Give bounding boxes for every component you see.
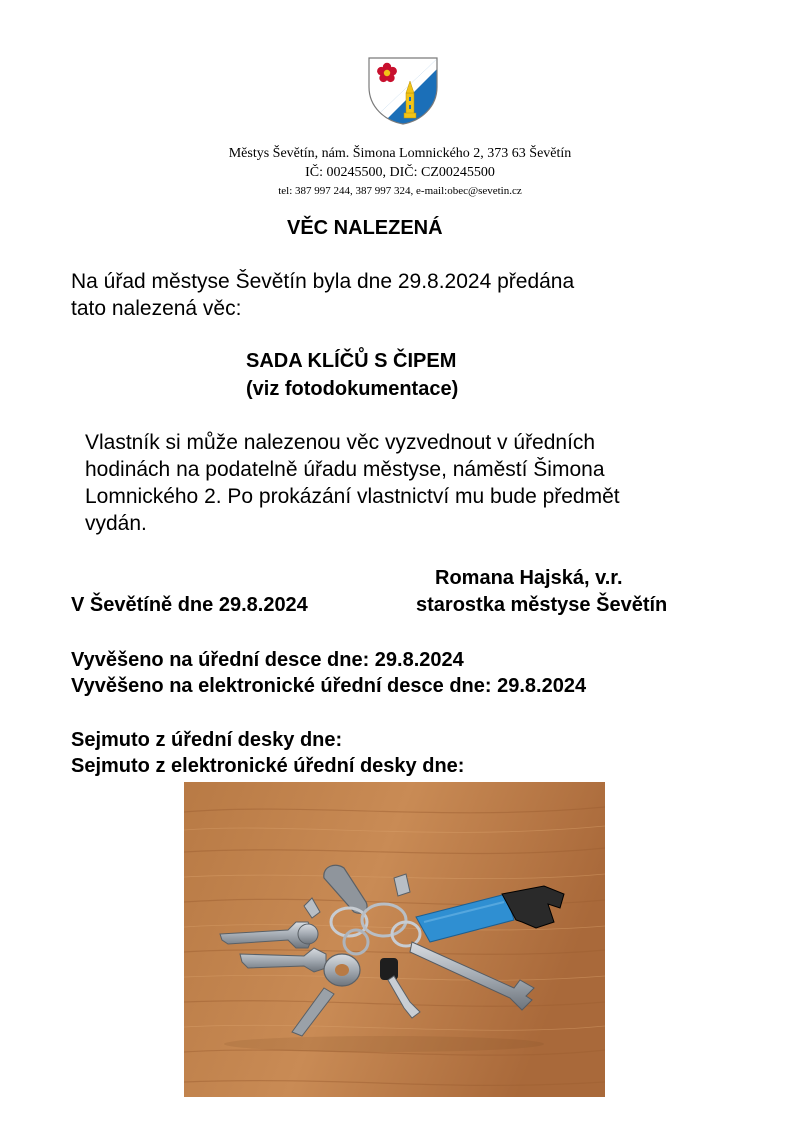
intro-line-1: Na úřad městyse Ševětín byla dne 29.8.2024 předána (71, 270, 575, 293)
signature-name: Romana Hajská, v.r. (435, 567, 623, 589)
pickup-line-1: Vlastník si může nalezenou věc vyzvednout v úředních (85, 431, 596, 454)
intro-line-2: tato nalezená věc: (71, 297, 242, 320)
document-title: VĚC NALEZENÁ (287, 217, 443, 239)
posted-eboard-line: Vyvěšeno na elektronické úřední desce dne: 29.8.2024 (71, 675, 587, 697)
item-name: SADA KLÍČŮ S ČIPEM (246, 350, 457, 372)
pickup-line-2: hodinách na podatelně úřadu městyse, náměstí Šimona (85, 458, 605, 481)
removed-eboard-line: Sejmuto z elektronické úřední desky dne: (71, 755, 465, 777)
pickup-line-4: vydán. (85, 512, 147, 535)
org-contact-line: tel: 387 997 244, 387 997 324, e-mail:obec@sevetin.cz (278, 185, 522, 197)
coat-of-arms-emblem (367, 57, 439, 125)
removed-board-line: Sejmuto z úřední desky dne: (71, 729, 343, 751)
keys-photo (184, 782, 605, 1097)
org-address-line: Městys Ševětín, nám. Šimona Lomnického 2, 373 63 Ševětín (228, 146, 572, 161)
item-note: (viz fotodokumentace) (246, 378, 459, 400)
posted-board-line: Vyvěšeno na úřední desce dne: 29.8.2024 (71, 649, 464, 671)
signature-role: starostka městyse Ševětín (416, 594, 668, 616)
signature-place-date: V Ševětíně dne 29.8.2024 (71, 594, 308, 616)
pickup-line-3: Lomnického 2. Po prokázání vlastnictví mu bude předmět (85, 485, 620, 508)
org-ids-line: IČ: 00245500, DIČ: CZ00245500 (305, 165, 495, 180)
